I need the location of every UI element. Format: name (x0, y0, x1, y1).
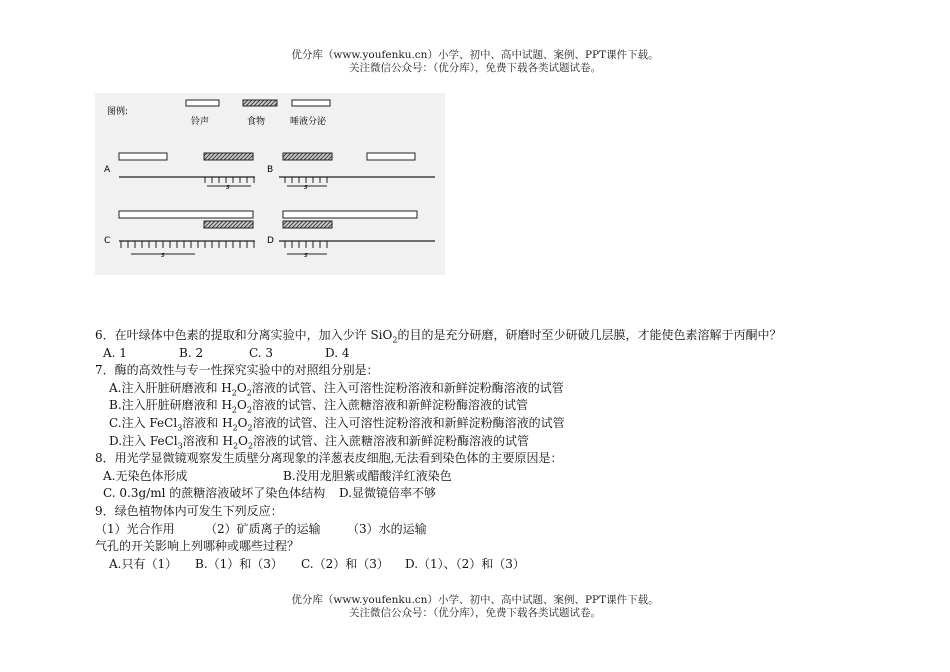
q8-options-row-1 (95, 468, 875, 486)
q9-reaction-3: （3）水的运输 (347, 521, 427, 536)
q7-option-a: A.注入肝脏研磨液和 $H_2O_2$溶液的试管、注入可溶性淀粉溶液和新鲜淀粉酶溶液的试管 (109, 380, 564, 398)
q8-options-row-2 (95, 485, 875, 503)
q9-option-c: C.（2）和（3） (301, 556, 389, 571)
footer-line-2: 关注微信公众号：（优分库），免费下载各类试题试卷。 (349, 607, 601, 619)
legend-food-swatch (243, 100, 277, 106)
panel-b-label: B (267, 165, 274, 175)
legend-bell-swatch (186, 100, 219, 106)
q9-reactions (95, 521, 875, 539)
page-header (0, 49, 950, 75)
header-line-2: 关注微信公众号：（优分库），免费下载各类试题试卷。 (349, 62, 601, 74)
panel-a-scale-label: s (226, 183, 230, 191)
q9-option-a: A.只有（1） (109, 556, 178, 571)
panel-c-food-bar (204, 221, 253, 228)
legend-saliva-label: 唾液分泌 (290, 117, 327, 127)
figure-svg (95, 93, 445, 275)
panel-a-bell-bar (119, 153, 167, 160)
q6-option-b: B. 2 (179, 345, 204, 360)
panel-d-food-bar (283, 221, 332, 228)
panel-d-scale-label: s (304, 251, 308, 259)
legend-bell-label: 铃声 (191, 117, 210, 127)
panel-b (267, 153, 435, 191)
q8-option-c: C. 0.3g/ml 的蔗糖溶液破坏了染色体结构 (103, 486, 326, 501)
q6-options (95, 345, 875, 363)
legend-saliva-swatch (292, 100, 330, 106)
panel-b-food-bar (283, 153, 332, 160)
panel-d-bell-bar (283, 211, 417, 218)
q9-reaction-2: （2）矿质离子的运输 (205, 521, 321, 536)
panel-c-saliva-ticks (121, 241, 254, 248)
q8-stem: 8．用光学显微镜观察发生质壁分离现象的洋葱表皮细胞,无法看到染色体的主要原因是： (95, 451, 563, 466)
page-footer (0, 594, 950, 620)
q9-ask: 气孔的开关影响上列哪种或哪些过程？ (95, 539, 300, 554)
header-line-1: 优分库（www.youfenku.cn）小学、初中、高中试题、案例、PPT课件下载。 (291, 49, 659, 61)
panel-d-label: D (267, 236, 274, 246)
conditioning-figure (95, 93, 445, 275)
panel-c-label: C (104, 236, 111, 246)
q6-option-a: A. 1 (103, 345, 127, 360)
panel-c-bell-bar (119, 211, 253, 218)
q7-stem: 7．酶的高效性与专一性探究实验中的对照组分别是： (95, 363, 379, 378)
q7-option-c: C.注入 FeCl$_3$溶液和 $H_2O_2$溶液的试管、注入可溶性淀粉溶液和新鲜淀粉酶溶液的试管 (109, 415, 565, 433)
panel-d-saliva-ticks (285, 241, 327, 248)
q9-option-d: D.（1）、（2）和（3） (405, 556, 525, 571)
panel-c (104, 211, 255, 259)
panel-b-bell-bar (367, 153, 415, 160)
footer-line-1: 优分库（www.youfenku.cn）小学、初中、高中试题、案例、PPT课件下载。 (291, 594, 659, 606)
q6-option-c: C. 3 (249, 345, 274, 360)
q9-option-b: B.（1）和（3） (195, 556, 283, 571)
questions-block (95, 327, 875, 573)
panel-a (104, 153, 255, 191)
panel-a-label: A (104, 165, 111, 175)
q6-option-d: D. 4 (325, 345, 350, 360)
legend-title: 图例: (107, 107, 129, 117)
q6-stem: 6．在叶绿体中色素的提取和分离实验中，加入少许 SiO$_2$的目的是充分研磨，研磨时至少研破几层膜，才能使色素溶解于丙酮中？ (95, 328, 782, 345)
q8-option-b: B.没用龙胆紫或醋酸洋红液染色 (283, 468, 452, 483)
legend-food-label: 食物 (247, 117, 266, 127)
panel-c-scale-label: s (161, 251, 165, 259)
panel-d (267, 211, 435, 259)
q9-stem: 9．绿色植物体内可发生下列反应： (95, 503, 283, 518)
q8-option-a: A.无染色体形成 (103, 468, 188, 483)
panel-a-food-bar (204, 153, 253, 160)
q8-option-d: D.显微镜倍率不够 (339, 486, 437, 501)
q7-option-d: D.注入 FeCl$_3$溶液和 $H_2O_2$溶液的试管、注入蔗糖溶液和新鲜淀粉酶溶液的试管 (109, 433, 530, 450)
q9-reaction-1: （1）光合作用 (95, 521, 175, 536)
q9-options (95, 556, 875, 574)
q7-option-b: B.注入肝脏研磨液和 $H_2O_2$溶液的试管、注入蔗糖溶液和新鲜淀粉酶溶液的试管 (109, 398, 528, 415)
panel-b-scale-label: s (304, 183, 308, 191)
